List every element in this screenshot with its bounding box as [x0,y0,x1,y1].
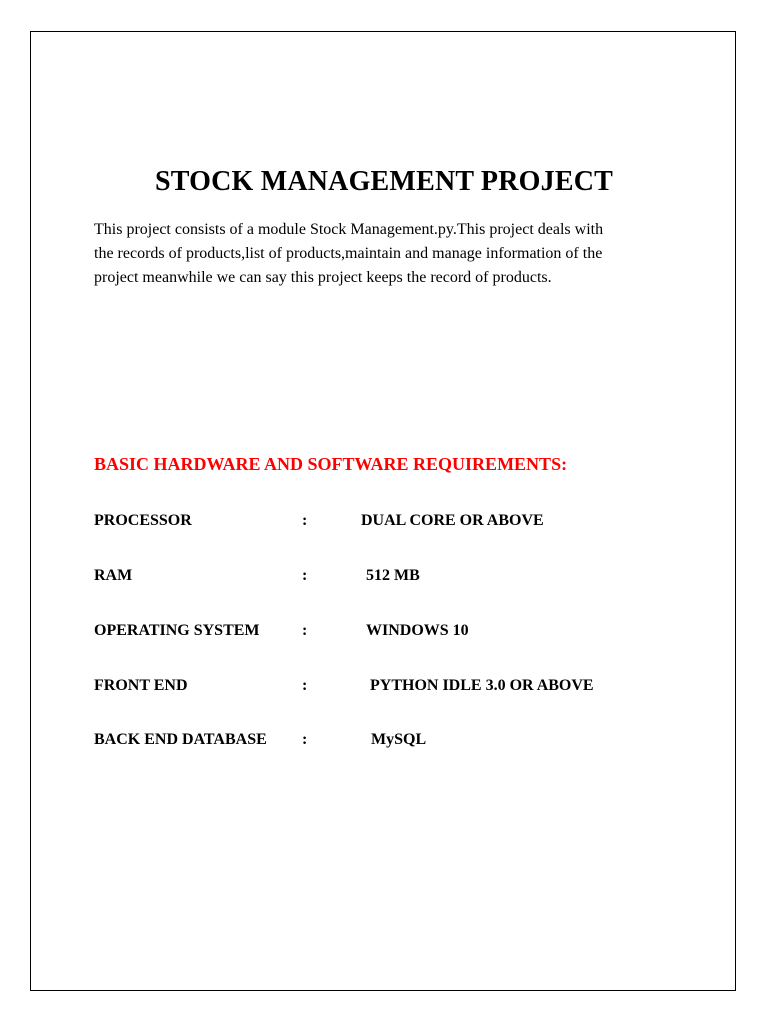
requirement-separator: : [302,731,308,748]
intro-paragraph [94,218,684,290]
requirement-separator: : [302,512,308,529]
requirement-separator: : [302,677,308,694]
requirement-value: DUAL CORE OR ABOVE [361,512,544,529]
requirement-separator: : [302,567,308,584]
requirements-heading: BASIC HARDWARE AND SOFTWARE REQUIREMENTS: [94,454,568,474]
intro-line: the records of products,list of products,maintain and manage information of the [94,245,603,262]
requirement-label: BACK END DATABASE [94,731,267,748]
requirement-label: FRONT END [94,677,188,694]
requirement-value: MySQL [371,731,427,748]
requirement-label: PROCESSOR [94,512,192,529]
requirement-label: OPERATING SYSTEM [94,622,260,639]
requirement-value: PYTHON IDLE 3.0 OR ABOVE [370,677,594,694]
requirement-label: RAM [94,567,133,584]
intro-line: project meanwhile we can say this project keeps the record of products. [94,269,552,286]
requirement-value: WINDOWS 10 [366,622,469,639]
requirement-value: 512 MB [366,567,420,584]
document-title: STOCK MANAGEMENT PROJECT [154,166,614,197]
intro-line: This project consists of a module Stock Management.py.This project deals with [94,221,604,238]
requirement-separator: : [302,622,308,639]
